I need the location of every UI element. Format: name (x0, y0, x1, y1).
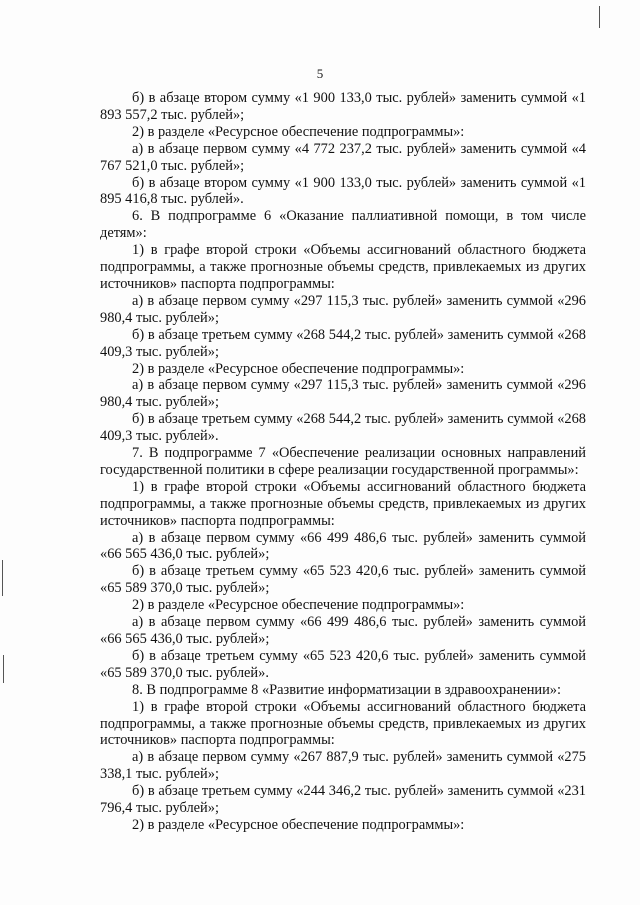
paragraph: 2) в разделе «Ресурсное обеспечение подпрограммы»: (132, 360, 465, 377)
paragraph: а) в абзаце первом сумму «66 499 486,6 тыс. рублей» заменить суммой «66 565 436,0 тыс. рублей»; (100, 614, 586, 647)
paragraph: 6. В подпрограмме 6 «Оказание паллиативной помощи, в том числе детям»: (100, 208, 586, 242)
paragraph: б) в абзаце третьем сумму «65 523 420,6 тыс. рублей» заменить суммой «65 589 370,0 тыс. рублей»; (100, 563, 586, 597)
paragraph: а) в абзаце первом сумму «4 772 237,2 тыс. рублей» заменить суммой «4 767 521,0 тыс. рублей»; (100, 140, 586, 174)
paragraph: б) в абзаце третьем сумму «65 523 420,6 тыс. рублей» заменить суммой «65 589 370,0 тыс. рублей». (100, 647, 586, 681)
paragraph: а) в абзаце первом сумму «267 887,9 тыс. рублей» заменить суммой «275 338,1 тыс. рублей»; (100, 749, 586, 783)
paragraph: 2) в разделе «Ресурсное обеспечение подпрограммы»: (132, 597, 465, 614)
scan-edge-mark (3, 655, 4, 683)
paragraph: б) в абзаце третьем сумму «268 544,2 тыс. рублей» заменить суммой «268 409,3 тыс. рублей». (100, 411, 586, 445)
paragraph: 2) в разделе «Ресурсное обеспечение подпрограммы»: (132, 123, 465, 140)
paragraph: а) в абзаце первом сумму «66 499 486,6 тыс. рублей» заменить суммой «66 565 436,0 тыс. рублей»; (100, 529, 586, 563)
scan-edge-mark (599, 6, 600, 28)
scan-edge-mark (2, 560, 3, 596)
paragraph: 1) в графе второй строки «Объемы ассигнований областного бюджета подпрограммы, а также прогнозные объемы средств, привлекаемых из других источников» паспорта подпрограммы: (100, 698, 586, 749)
paragraph: б) в абзаце третьем сумму «268 544,2 тыс. рублей» заменить суммой «268 409,3 тыс. рублей»; (100, 326, 586, 360)
paragraph: 1) в графе второй строки «Объемы ассигнований областного бюджета подпрограммы, а также прогнозные объемы средств, привлекаемых из других источников» паспорта подпрограммы: (100, 242, 586, 292)
paragraph: б) в абзаце втором сумму «1 900 133,0 тыс. рублей» заменить суммой «1 895 416,8 тыс. рублей». (100, 174, 586, 208)
paragraph: 2) в разделе «Ресурсное обеспечение подпрограммы»: (132, 816, 465, 833)
paragraph: а) в абзаце первом сумму «297 115,3 тыс. рублей» заменить суммой «296 980,4 тыс. рублей»; (100, 377, 586, 411)
document-body (100, 90, 586, 834)
paragraph: 1) в графе второй строки «Объемы ассигнований областного бюджета подпрограммы, а также прогнозные объемы средств, привлекаемых из других источников» паспорта подпрограммы: (100, 478, 586, 529)
paragraph: б) в абзаце втором сумму «1 900 133,0 тыс. рублей» заменить суммой «1 893 557,2 тыс. рублей»; (100, 90, 586, 123)
paragraph: 8. В подпрограмме 8 «Развитие информатизации в здравоохранении»: (132, 681, 561, 698)
page-number: 5 (316, 66, 324, 81)
paragraph: б) в абзаце третьем сумму «244 346,2 тыс. рублей» заменить суммой «231 796,4 тыс. рублей»; (100, 783, 586, 817)
paragraph: 7. В подпрограмме 7 «Обеспечение реализации основных направлений государственной политики в сфере реализации государственной программы»: (100, 445, 586, 478)
paragraph: а) в абзаце первом сумму «297 115,3 тыс. рублей» заменить суммой «296 980,4 тыс. рублей»; (100, 292, 586, 326)
